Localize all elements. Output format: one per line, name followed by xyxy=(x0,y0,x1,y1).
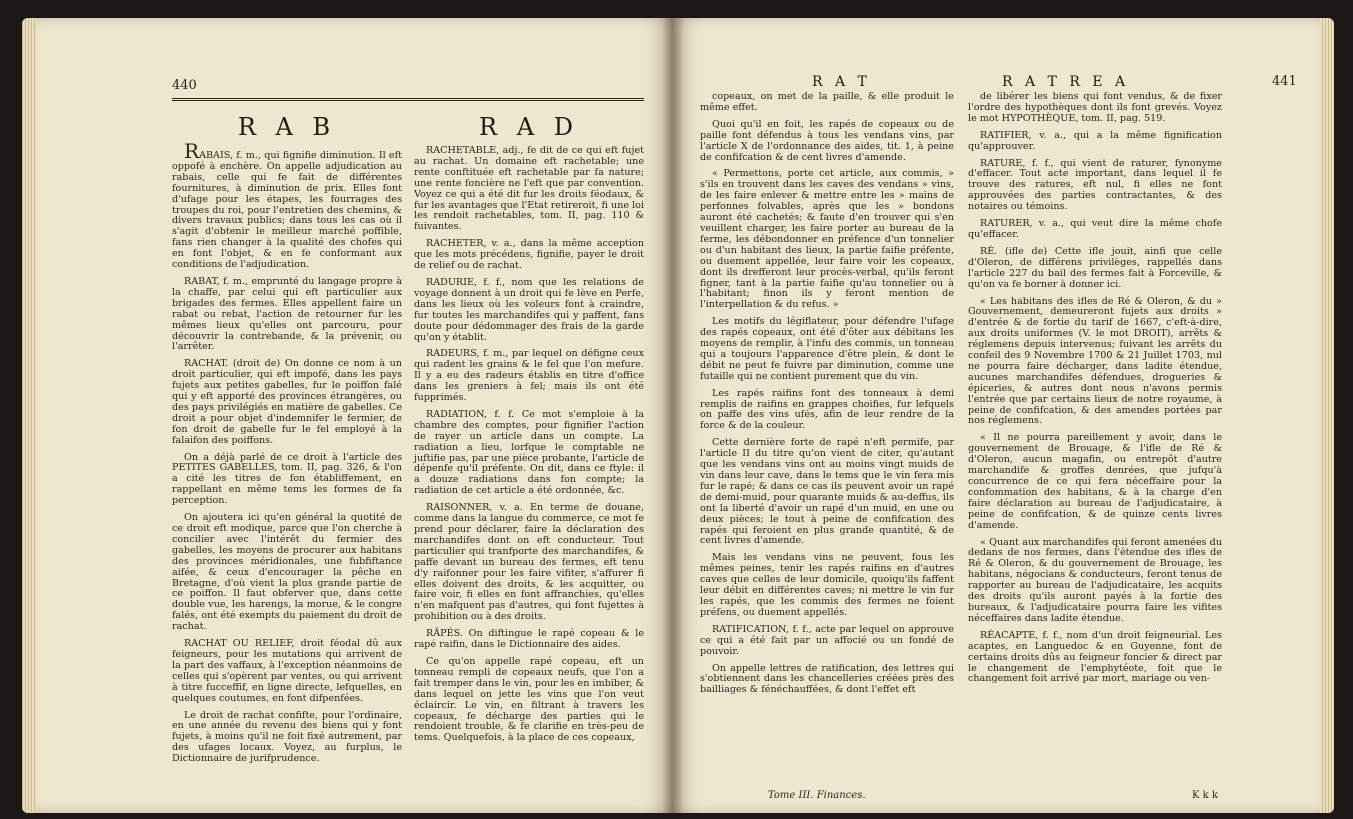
entry-re-quote-2: « Il ne pourra pareillement y avoir, dans le gouvernement de Brouage, & l'ifle de Ré & d'Oleron, aucun magafin, ou entrepôt d'autre marchandife & groffes denrées, que jufqu'à concurrence de ce qui fera néceffaire pour la confommation des habitans, & à la charge d'en faire déclaration au bureau de l'adjudicataire, à peine de confifcation, & de quinze cents livres d'amende. xyxy=(968,432,1222,531)
entry-rapes-6: Les rapés raifins font des tonneaux à demi remplis de raifins en grappes choifies, fur lefquels on paffe des vins ufés, afin de leur rendre de la force & de la couleur. xyxy=(700,387,954,432)
entry-re-quote-1: « Les habitans des ifles de Ré & Oleron, & du » Gouvernement, demeureront fujets aux droits » d'entrée & de fortie du tarif de 1667, c'eft-à-dire, aux droits uniformes (V. le mot DROIT), arrêts & réglemens depuis intervenus; fuivant les arrêts du confeil des 9 Novembre 1700 & 21 Juillet 1703, nul ne pourra faire décharger, dans ladite étendue, aucunes marchandifes défendues, drogueries & épiceries, & autres dont nous n'avons permis l'entrée que par certains lieux de notre royaume, à peine de confifcation, & des amendes portées par nos réglemens. xyxy=(968,295,1222,427)
book-spread xyxy=(22,18,1334,813)
entry-radurie: RADURIE, f. f., nom que les relations de voyage donnent à un droit qui fe lève en Perfe, dans les lieux où les voleurs font à craindre, fur toutes les marchandifes qui y paffent, fans doute pour dédommager des frais de la garde qu'on y établit. xyxy=(414,276,644,343)
header-rule-left xyxy=(172,98,644,101)
entry-rabais: RABAIS, f. m., qui fignifie diminution. Il eft oppofé à enchère. On appelle adjudication au rabais, celle qui fe fait de différentes fournitures, à diminution de prix. Elles font d'ufage pour les étapes, les fourrages des troupes du roi, pour l'entretien des chemins, & divers travaux publics; dans tous les cas où il s'agit d'obtenir le meilleur marché poffible, fans rien changer à la qualité des chofes qui en font l'objet, & en fe conformant aux conditions de l'adjudication. xyxy=(172,139,402,271)
running-head-rat: R A T xyxy=(812,74,871,90)
entry-raturer: RATURER, v. a., qui veut dire la même chofe qu'effacer. xyxy=(968,218,1222,240)
volume-footer: Tome III. Finances. xyxy=(768,790,866,801)
entry-racheter: RACHETER, v. a., dans la même acception que les mots précédens, fignifie, payer le droit de relief ou de rachat. xyxy=(414,238,644,272)
entry-ratifier: RATIFIER, v. a., qui a la même fignification qu'approuver. xyxy=(968,129,1222,152)
entry-rachetable: RACHETABLE, adj., fe dit de ce qui eft fujet au rachat. Un domaine eft rachetable; une rente conftituée eft rachetable par fa nature; une rente foncière ne l'eft que par convention. Voyez ce qui a été dit fur les droits féodaux, & fur les avantages que l'Etat retireroit, fi une loi les rendoit rachetables, tom. II, pag. 110 & fuivantes. xyxy=(414,145,645,233)
page-number-left: 440 xyxy=(172,78,197,93)
entry-re-quote-3: « Quant aux marchandifes qui feront amenées du dedans de nos fermes, dans l'étendue des ifles de Ré & Oleron, & du gouvernement de Brouage, les habitans, négocians & conducteurs, feront tenus de rapporter au bureau de l'adjudicataire, les acquits des droits qu'ils auront payés à la fortie des bureaux, & l'adjudicataire pourra faire les vifites néceffaires dans ladite étendue. xyxy=(968,536,1222,624)
entry-reacapte: RÉACAPTE, f. f., nom d'un droit feigneurial. Les acaptes, en Languedoc & en Guyenne, font de certains droits dûs au feigneur foncier & direct par le changement de l'emphytéote, foit que le changement foit arrivé par mort, mariage ou ven- xyxy=(968,629,1222,685)
left-column-1 xyxy=(172,139,402,806)
entry-rature: RATURE, f. f., qui vient de raturer, fynonyme d'effacer. Tout acte important, dans lequel il fe trouve des ratures, eft nul, fi elles ne font approuvées des parties contractantes, & des notaires ou témoins. xyxy=(968,157,1222,213)
entry-re: RÉ. (ifle de) Cette ifle jouit, ainfi que celle d'Oleron, de différens privilèges, rappellés dans l'article 227 du bail des fermes fait à Forceville, & qu'on va fe borner à donner ici. xyxy=(968,245,1222,290)
entry-rapes-7: Cette dernière forte de rapé n'eft permife, par l'article II du titre qu'on vient de citer, qu'autant que les vendans vins ont au moins vingt muids de vin dans leur cave, dans le tems que le vin fera mis fur le rapé; & dans ce cas ils peuvent avoir un rapé de demi-muid, pour quarante muids & au-deffus, ils ont la liberté d'avoir un rapé d'un muid, en une ou deux pièces; le tout à peine de confifcation des rapés qui feroient en plus grande quantité, & de cent livres d'amende. xyxy=(700,437,954,547)
right-column-2 xyxy=(968,92,1222,792)
entry-radiation: RADIATION, f. f. Ce mot s'emploie à la chambre des comptes, pour fignifier l'action de rayer un article dans un compte. La radiation a lieu, lorfque le comptable ne juftifie pas, par une pièce probante, l'article de dépenfe qu'il préfente. On dit, dans ce ftyle: il a douze radiations dans fon compte; la radiation de cet article a été ordonnée, &c. xyxy=(414,408,644,497)
entry-rapes-3: copeaux, on met de la paille, & elle produit le même effet. xyxy=(700,91,954,113)
entry-rapes-5: Les motifs du légiflateur, pour défendre l'ufage des rapés copeaux, ont été d'ôter aux débitans les moyens de remplir, à l'infu des commis, un tonneau qui a toujours l'apparence d'être plein, & dont le débit ne peut fe fuivre par diminution, comme une futaille qui ne contient purement que du vin. xyxy=(700,316,954,382)
entry-raisonner: RAISONNER, v. a. En terme de douane, comme dans la langue du commerce, ce mot fe prend pour déclarer, faire la déclaration des marchandifes dont on eft conducteur. Tout particulier qui tranfporte des marchandifes, & paffe devant un bureau des fermes, eft tenu d'y raifonner pour les faire vifiter, s'affurer fi elles doivent des droits, & les acquitter, ou faire voir, fi elles en font affranchies, qu'elles n'en mafquent pas d'autres, qui font fujettes à prohibition ou à des droits. xyxy=(414,502,644,623)
entry-rachat-3: On ajoutera ici qu'en général la quotité de ce droit eft modique, parce que l'on cherche à concilier avec l'intérêt du fermier des gabelles, les moyens de procurer aux habitans des provinces méridionales, une fubfiftance aifée, & ceux d'encourager la pêche en Bretagne, d'où vient la plus grande partie de ce poiffon. Il faut obferver que, dans cette double vue, les harengs, la morue, & le congre falés, ont été exempts du paiement du droit de rachat. xyxy=(172,512,402,633)
entry-rapes-2: Ce qu'on appelle rapé copeau, eft un tonneau rempli de copeaux neufs, que l'on a fait tremper dans le vin, pour les en imbiber, & dans lequel on jette les vins que l'on veut éclaircir. Le vin, en filtrant à travers les copeaux, fe décharge des parties qui le rendoient trouble, & fe clarifie en très-peu de tems. Quelquefois, à la place de ces copeaux, xyxy=(414,655,644,744)
page-edges-right xyxy=(1320,18,1334,813)
entry-ratification-3: de libérer les biens qui font vendus, & de fixer l'ordre des hypothèques dont ils font grevés. Voyez le mot HYPOTHÈQUE, tom. II, pag. 519. xyxy=(968,91,1222,124)
entry-rapes: RÂPÉS. On diftingue le rapé copeau & le rapé raifin, dans le Dictionnaire des aides. xyxy=(414,628,644,651)
entry-radeurs: RADEURS, f. m., par lequel on défigne ceux qui radent les grains & le fel que l'on mefure. Il y a eu des radeurs établis en titre d'office dans les greniers à fel; mais ils ont été fupprimés. xyxy=(414,348,644,404)
column-head-rad: R A D xyxy=(479,113,579,141)
left-page xyxy=(22,18,672,813)
running-head-rat-rea: R A T R E A xyxy=(1002,74,1130,90)
page-number-right: 441 xyxy=(1272,74,1297,89)
signature-mark: K k k xyxy=(1192,790,1218,801)
entry-ratification: RATIFICATION, f. f., acte par lequel on approuve ce qui a été fait par un affocié ou un fondé de pouvoir. xyxy=(700,623,954,657)
entry-rapes-8: Mais les vendans vins ne peuvent, fous les mêmes peines, tenir les rapés raifins en d'autres caves que celles de leur domicile, quoiqu'ils faffent leur débit en différentes caves; ni mettre le vin fur les rapés, que les commis des fermes ne foient préfens, ou duement appellés. xyxy=(700,552,954,618)
entry-rabat: RABAT, f. m., emprunté du langage propre à la chaffe, par celui qui eft particulier aux brigades des fermes. Elles appellent faire un rabat ou rebat, l'action de retourner fur les mêmes lieux qu'elles ont parcouru, pour découvrir la contrebande, & la prévenir, ou l'arrêter. xyxy=(172,275,402,353)
entry-rachat-relief: RACHAT OU RELIEF, droit féodal dû aux feigneurs, pour les mutations qui arrivent de la part des vaffaux, à l'exception néanmoins de celles qui s'opèrent par ventes, ou qui arrivent à titre fucceffif, en ligne directe, lefquelles, en quelques coutumes, en font difpenfées. xyxy=(172,638,402,704)
entry-rapes-quote: « Permettons, porte cet article, aux commis, » s'ils en trouvent dans les caves des vendans » vins, de les faire enlever & mettre entre les » mains de perfonnes folvables, après que les » bondons auront été cachetés; & faute d'en trouver qui s'en veuillent charger, les faire porter au bureau de la ferme, les débondonner en préfence d'un tonnelier ou d'un habitant des lieux, la partie faifie préfente, ou duement appellée, leur faire voir les copeaux, dont ils drefferont leur procès-verbal, qu'ils feront figner, tant à la partie faifie qu'au tonnelier ou à l'habitant; finon ils y feront mention de l'interpellation & du refus. » xyxy=(700,168,954,311)
entry-ratification-2: On appelle lettres de ratification, des lettres qui s'obtiennent dans les chancelleries créées près des bailliages & fénéchauffées, & dont l'effet eft xyxy=(700,662,954,696)
column-head-rab: R A B xyxy=(237,113,337,141)
book-gutter xyxy=(662,18,684,813)
right-page xyxy=(672,18,1334,813)
left-column-2 xyxy=(414,146,644,806)
entry-rapes-4: Quoi qu'il en foit, les rapés de copeaux ou de paille font défendus à tous les vendans vins, par l'article X de l'ordonnance des aides, tit. 1, à peine de confifcation & de cent livres d'amende. xyxy=(700,118,954,163)
entry-rachat-2: On a déjà parlé de ce droit à l'article des PETITES GABELLES, tom. II, pag. 326, & l'on a cité les titres de fon établiffement, en rappellant en même tems les formes de fa perception. xyxy=(172,451,402,507)
entry-rachat: RACHAT. (droit de) On donne ce nom à un droit particulier, qui eft impofé, dans les pays fujets aux petites gabelles, fur le poiffon falé qui y eft apporté des provinces étrangères, ou des pays privilégiés en matière de gabelles. Ce droit a pour objet d'indemnifer le fermier, de fon droit de gabelle fur le fel employé à la falaifon des poiffons. xyxy=(172,358,402,446)
page-edges-left xyxy=(22,18,36,813)
entry-rachat-relief-2: Le droit de rachat confifte, pour l'ordinaire, en une année du revenu des biens qui y font fujets, à moins qu'il ne foit fixé autrement, par des ufages locaux. Voyez, au furplus, le Dictionnaire de jurifprudence. xyxy=(172,709,402,765)
right-column-1 xyxy=(700,92,954,792)
